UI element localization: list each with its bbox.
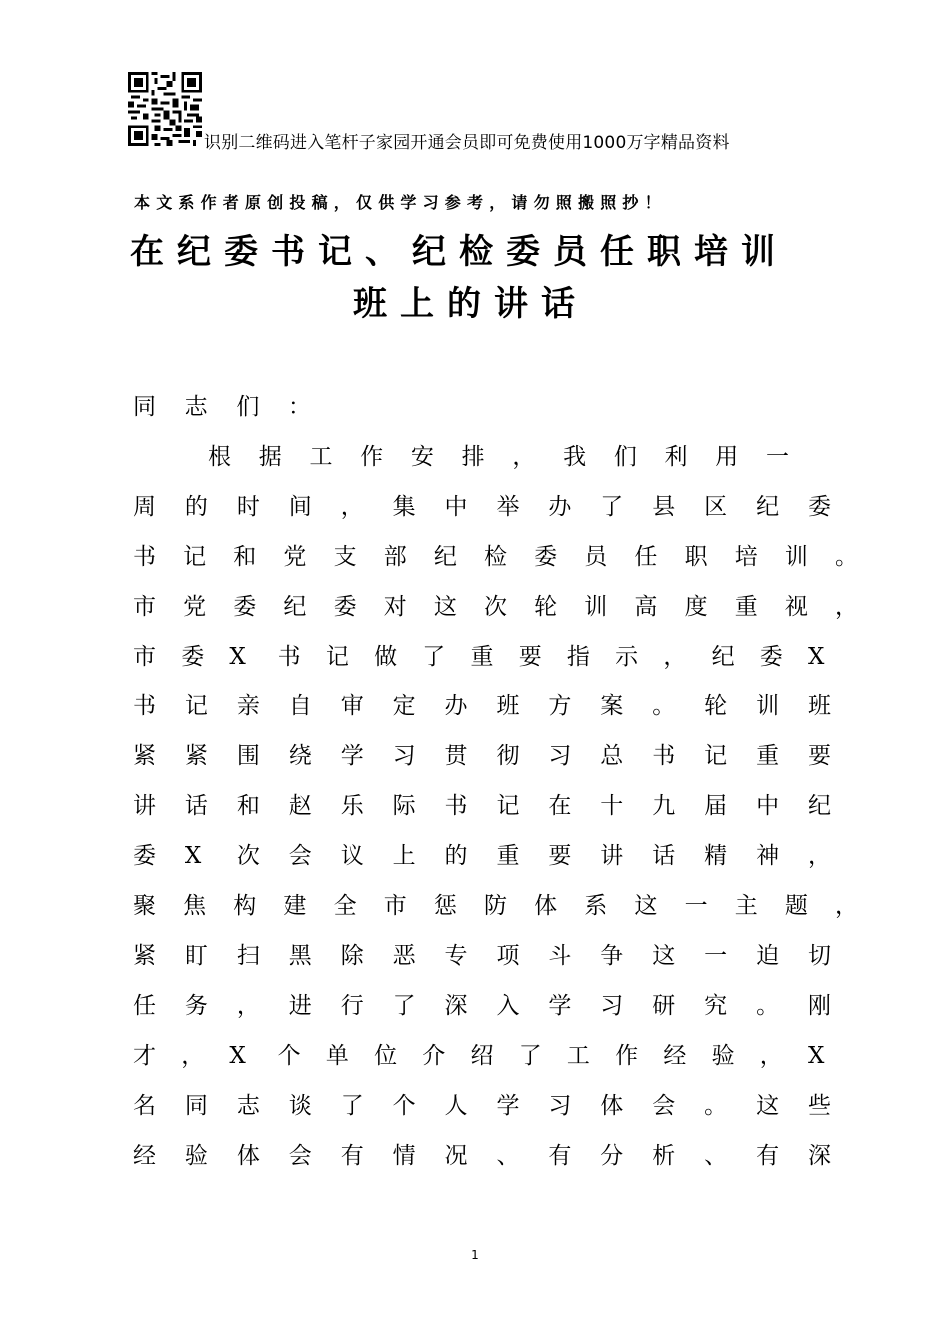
body-line: 市 党 委 纪 委 对 这 次 轮 训 高 度 重 视 ， xyxy=(133,593,858,620)
body-line: 根 据 工 作 安 排 ， 我 们 利 用 一 xyxy=(208,443,789,470)
document-title-line-2: 班上的讲话 xyxy=(353,284,588,324)
body-line: 紧 紧 围 绕 学 习 贯 彻 习 总 书 记 重 要 xyxy=(133,743,831,770)
body-line: 聚 焦 构 建 全 市 惩 防 体 系 这 一 主 题 ， xyxy=(133,893,858,919)
body-line: 书 记 和 党 支 部 纪 检 委 员 任 职 培 训 。 xyxy=(133,543,858,570)
copyright-notice: 本文系作者原创投稿，仅供学习参考，请勿照搬照抄！ xyxy=(134,193,667,212)
document-title-line-1: 在纪委书记、纪检委员任职培训 xyxy=(130,232,788,272)
body-line: 市 委 X 书 记 做 了 重 要 指 示 ， 纪 委 X xyxy=(133,643,825,670)
body-line: 书 记 亲 自 审 定 办 班 方 案 。 轮 训 班 xyxy=(133,693,831,720)
body-line: 紧 盯 扫 黑 除 恶 专 项 斗 争 这 一 迫 切 xyxy=(133,942,831,969)
body-line: 讲 话 和 赵 乐 际 书 记 在 十 九 届 中 纪 xyxy=(133,793,831,820)
body-line: 同 志 们 ： xyxy=(133,394,311,420)
qr-code-icon[interactable] xyxy=(128,72,202,146)
body-line: 周 的 时 间 ， 集 中 举 办 了 县 区 纪 委 xyxy=(133,493,831,520)
qr-caption: 识别二维码进入笔杆子家园开通会员即可免费使用1000万字精品资料 xyxy=(204,133,730,153)
body-line: 任 务 ， 进 行 了 深 入 学 习 研 究 。 刚 xyxy=(133,992,831,1019)
body-line: 经 验 体 会 有 情 况 、 有 分 析 、 有 深 xyxy=(133,1142,831,1169)
page-number: 1 xyxy=(471,1248,479,1262)
body-line: 委 X 次 会 议 上 的 重 要 讲 话 精 神 ， xyxy=(133,843,831,870)
body-line: 才 ， X 个 单 位 介 绍 了 工 作 经 验 ， X xyxy=(133,1042,825,1069)
body-line: 名 同 志 谈 了 个 人 学 习 体 会 。 这 些 xyxy=(133,1092,831,1119)
